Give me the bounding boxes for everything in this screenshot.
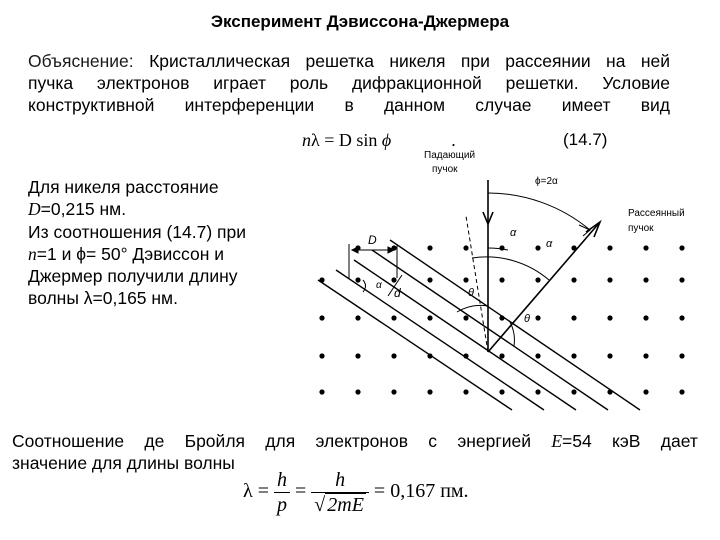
var-D: D: [28, 199, 41, 220]
lattice-atom: [499, 353, 504, 358]
lattice-atom: [535, 245, 540, 250]
var-lambda: λ: [83, 288, 93, 309]
lattice-atom: [319, 353, 324, 358]
alpha-label-1: α: [510, 227, 517, 239]
frac2-denominator: [311, 493, 369, 517]
energy-value: =54: [562, 431, 592, 451]
lattice-atom: [463, 389, 468, 394]
lattice-plane-line: [390, 240, 640, 410]
lattice-atom: [427, 315, 432, 320]
sqrt-icon: √: [314, 494, 326, 516]
frac1-numerator: h: [274, 468, 290, 493]
lattice-atom: [319, 389, 324, 394]
de-broglie-equation: [243, 468, 469, 517]
lattice-atom: [535, 277, 540, 282]
fraction-h-over-p: [274, 468, 290, 517]
lattice-atom: [571, 353, 576, 358]
lattice-atom: [571, 277, 576, 282]
intro-label: Объяснение:: [28, 51, 134, 71]
lattice-planes: [318, 240, 640, 410]
scattered-label-1: Рассеянный: [628, 208, 685, 219]
lattice-atom: [535, 389, 540, 394]
left-line-6-pre: волны: [28, 288, 84, 309]
alpha-label-3: α: [376, 280, 382, 291]
intro-line-2: пучка электронов играет роль дифракционной решетки. Условие: [28, 73, 670, 93]
beams: [483, 180, 600, 352]
eq2-equals-2: =: [294, 480, 307, 503]
left-line-4-mid: =1 и: [36, 243, 77, 264]
bottom-word: дает: [660, 431, 698, 451]
var-phi: ϕ: [76, 243, 87, 264]
normal-dashed-line: [466, 216, 488, 352]
incident-label-1: Падающий: [424, 150, 476, 161]
lattice-atom: [355, 315, 360, 320]
lattice-atom: [319, 315, 324, 320]
alpha-arc-2: [472, 257, 549, 280]
frac2-numerator: h: [311, 468, 369, 493]
lattice-atom: [535, 353, 540, 358]
phi-arc: [488, 193, 590, 230]
scattered-label-2: пучок: [628, 223, 654, 234]
bottom-word: энергией: [457, 431, 532, 451]
bottom-word: для: [265, 431, 296, 451]
sqrt-argument: 2mE: [327, 494, 364, 516]
lattice-atom: [499, 277, 504, 282]
eq2-equals: =: [257, 480, 269, 503]
lattice-atom: [643, 353, 648, 358]
incident-label-2: пучок: [432, 164, 458, 175]
bottom-line-2: значение для длины волны: [12, 453, 235, 473]
lattice-atom: [391, 353, 396, 358]
left-line-6-rest: =0,165 нм.: [92, 288, 178, 309]
bottom-word: Соотношение: [12, 431, 125, 451]
fraction-h-over-sqrt: [311, 468, 369, 517]
lattice-atom: [499, 389, 504, 394]
lattice-atom: [571, 315, 576, 320]
eq2-lambda: λ: [243, 480, 253, 503]
lattice-atom: [643, 315, 648, 320]
lattice-atom: [679, 353, 684, 358]
lattice-atom: [355, 389, 360, 394]
eq1-phi: ϕ: [381, 130, 392, 150]
bottom-word: кэВ: [612, 431, 641, 451]
bottom-line-1: [12, 430, 698, 452]
var-n: n: [28, 243, 37, 264]
lattice-atom: [427, 389, 432, 394]
bottom-word: с: [428, 431, 438, 451]
lattice-atom: [679, 245, 684, 250]
phi-label: ϕ=2α: [535, 176, 558, 187]
bottom-word: электронов: [315, 431, 409, 451]
lattice-atom: [463, 277, 468, 282]
lattice-atom: [355, 277, 360, 282]
left-line-2-text: =0,215 нм.: [40, 199, 127, 220]
lattice-atom: [427, 245, 432, 250]
lattice-atom: [607, 315, 612, 320]
theta-label-2: θ: [524, 313, 530, 325]
slide-title: Эксперимент Дэвиссона-Джермера: [210, 12, 510, 31]
lattice-atom: [643, 389, 648, 394]
lattice-atom: [607, 245, 612, 250]
lattice-atom: [643, 245, 648, 250]
lattice-atom: [571, 389, 576, 394]
scattered-beam: [488, 222, 600, 352]
lattice-atom: [391, 389, 396, 394]
eq1-rest: = D sin: [319, 130, 382, 150]
bottom-word-energy: [551, 430, 591, 452]
eq1-lambda: λ: [311, 130, 320, 150]
lattice-atom: [535, 315, 540, 320]
lattice-atom: [391, 277, 396, 282]
lattice-plane-line: [336, 270, 544, 410]
lattice-atom: [679, 315, 684, 320]
lattice-plane-line: [372, 250, 608, 410]
bottom-word: Бройля: [184, 431, 246, 451]
lattice-atom: [427, 277, 432, 282]
lattice-atom: [391, 315, 396, 320]
lattice-atom: [463, 245, 468, 250]
crystal-lattice-atoms: [319, 245, 684, 394]
eq1-dot: .: [451, 130, 457, 150]
lattice-atom: [643, 277, 648, 282]
lattice-plane-line: [318, 280, 512, 410]
lattice-atom: [679, 277, 684, 282]
left-line-1: Для никеля расстояние: [28, 177, 219, 197]
left-line-5: Джермер получили длину: [28, 266, 238, 287]
lattice-plane-line: [354, 260, 576, 410]
lattice-atom: [607, 353, 612, 358]
angle-marks: [457, 193, 590, 352]
theta-label-1: θ: [468, 287, 474, 299]
eq2-result: = 0,167 пм.: [373, 480, 469, 503]
d-label: d: [394, 286, 401, 300]
lattice-atom: [463, 315, 468, 320]
lattice-atom: [607, 277, 612, 282]
left-line-3: Из соотношения (14.7) при: [28, 221, 247, 242]
lattice-atom: [499, 245, 504, 250]
alpha-label-2: α: [546, 238, 553, 250]
eq1-n: n: [302, 130, 311, 150]
equation-number: (14.7): [563, 130, 608, 149]
intro-line-3: конструктивной интерференции в данном случае имеет вид: [28, 95, 670, 115]
alpha-arc-1: [488, 248, 508, 250]
frac1-denominator: p: [276, 494, 287, 516]
lattice-atom: [355, 353, 360, 358]
intro-line-1: Кристаллическая решетка никеля при рассеянии на ней: [149, 51, 670, 71]
bottom-word: де: [144, 431, 165, 451]
left-line-4-rest: = 50° Дэвиссон и: [86, 243, 225, 264]
lattice-atom: [679, 389, 684, 394]
D-label: D: [368, 233, 377, 247]
var-E: E: [551, 431, 563, 451]
